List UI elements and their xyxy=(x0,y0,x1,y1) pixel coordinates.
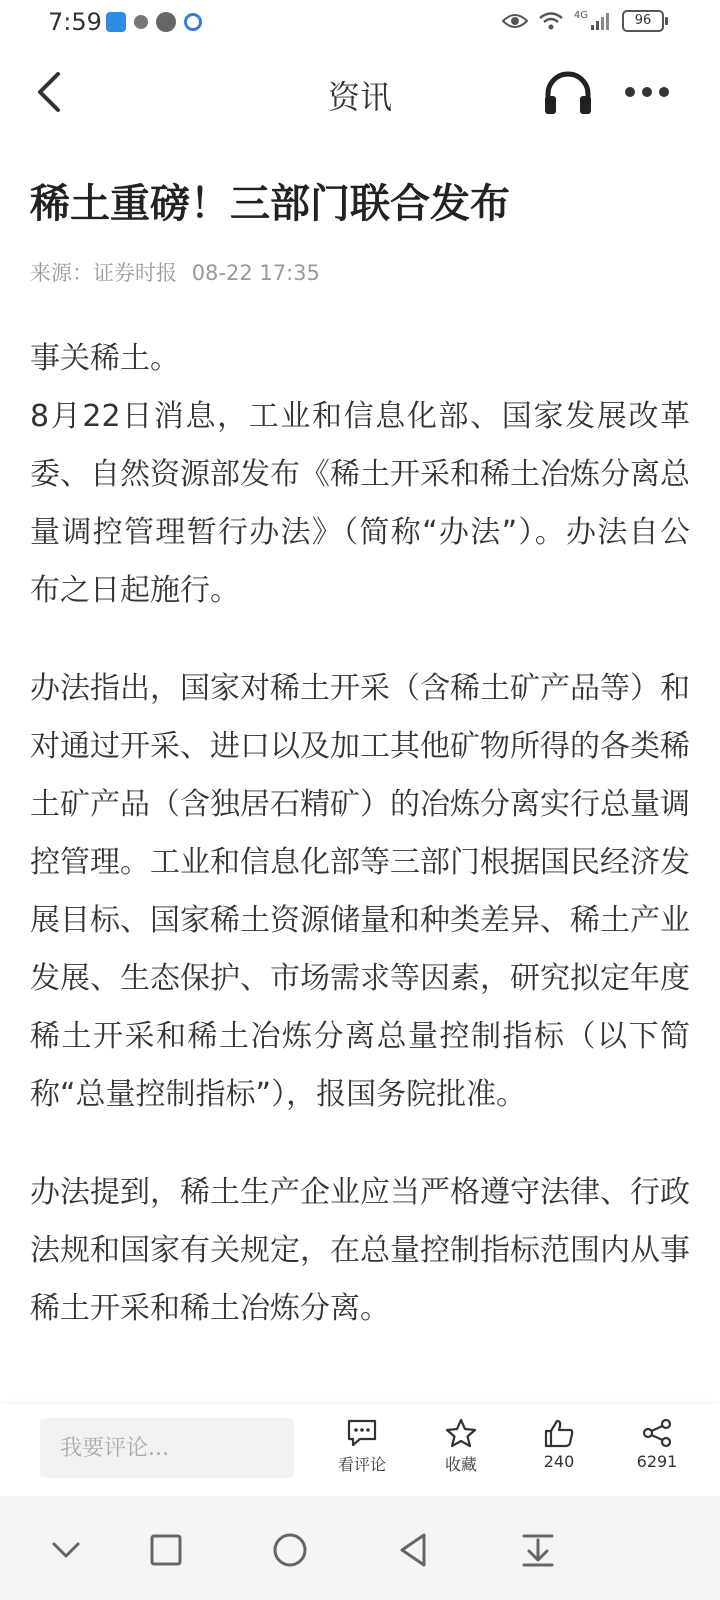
network-type: 4G xyxy=(573,10,588,21)
view-comments-label: 看评论 xyxy=(337,1455,386,1474)
view-comments-button[interactable] xyxy=(322,1418,402,1475)
app-notification-icon xyxy=(184,13,202,31)
thumbs-up-icon xyxy=(543,1418,575,1448)
article-meta xyxy=(30,257,328,287)
share-count: 6291 xyxy=(636,1452,678,1471)
article-paragraph: 事关稀土。 xyxy=(30,341,180,376)
more-options-icon[interactable] xyxy=(622,74,672,110)
star-icon xyxy=(445,1418,477,1448)
comment-icon xyxy=(346,1418,378,1448)
signal-icon xyxy=(590,11,612,31)
headphones-icon[interactable] xyxy=(542,68,594,118)
article-datetime: 08-22 17:35 xyxy=(191,261,320,285)
status-time: 7:59 xyxy=(48,8,102,36)
home-icon[interactable] xyxy=(270,1530,310,1570)
article-body xyxy=(30,330,690,1378)
app-notification-icon xyxy=(156,12,176,32)
page-title: 资讯 xyxy=(327,78,392,116)
status-bar xyxy=(0,0,720,44)
top-app-bar xyxy=(0,44,720,144)
recent-apps-icon[interactable] xyxy=(146,1530,186,1570)
app-notification-icon xyxy=(134,15,148,29)
notification-icons xyxy=(106,12,202,32)
favorite-label: 收藏 xyxy=(444,1455,477,1474)
favorite-button[interactable] xyxy=(421,1418,501,1475)
notification-shade-icon[interactable] xyxy=(518,1530,558,1570)
share-button[interactable] xyxy=(617,1418,697,1471)
article-paragraph: 办法指出，国家对稀土开采（含稀土矿产品等）和对通过开采、进口以及加工其他矿物所得的各类稀土矿产品（含独居石精矿）的冶炼分离实行总量调控管理。工业和信息化部等三部门根据国民经济发展目标、国家稀土资源储量和种类差异、稀土产业发展、生态保护、市场需求等因素，研究拟定年度稀土开采和稀土冶炼分离总量控制指标（以下简称“总量控制指标”），报国务院批准。 xyxy=(30,671,690,1112)
app-notification-icon xyxy=(106,12,126,32)
share-icon xyxy=(641,1418,673,1448)
chevron-down-icon[interactable] xyxy=(46,1530,86,1570)
like-button[interactable] xyxy=(519,1418,599,1471)
article-title: 稀土重磅！三部门联合发布 xyxy=(30,181,510,227)
eye-icon xyxy=(502,11,528,31)
article-source[interactable]: 来源：证券时报 xyxy=(30,261,177,285)
like-count: 240 xyxy=(543,1452,575,1471)
article-action-bar xyxy=(0,1404,720,1496)
comment-input[interactable] xyxy=(40,1418,294,1478)
back-triangle-icon[interactable] xyxy=(394,1530,434,1570)
wifi-icon xyxy=(538,11,564,31)
article-paragraph: 办法提到，稀土生产企业应当严格遵守法律、行政法规和国家有关规定，在总量控制指标范围内从事稀土开采和稀土冶炼分离。 xyxy=(30,1175,690,1326)
article-paragraph: 8月22日消息，工业和信息化部、国家发展改革委、自然资源部发布《稀土开采和稀土冶炼分离总量调控管理暂行办法》（简称“办法”）。办法自公布之日起施行。 xyxy=(30,399,690,608)
system-navigation-bar xyxy=(0,1496,720,1600)
battery-icon: 96 xyxy=(622,10,664,32)
